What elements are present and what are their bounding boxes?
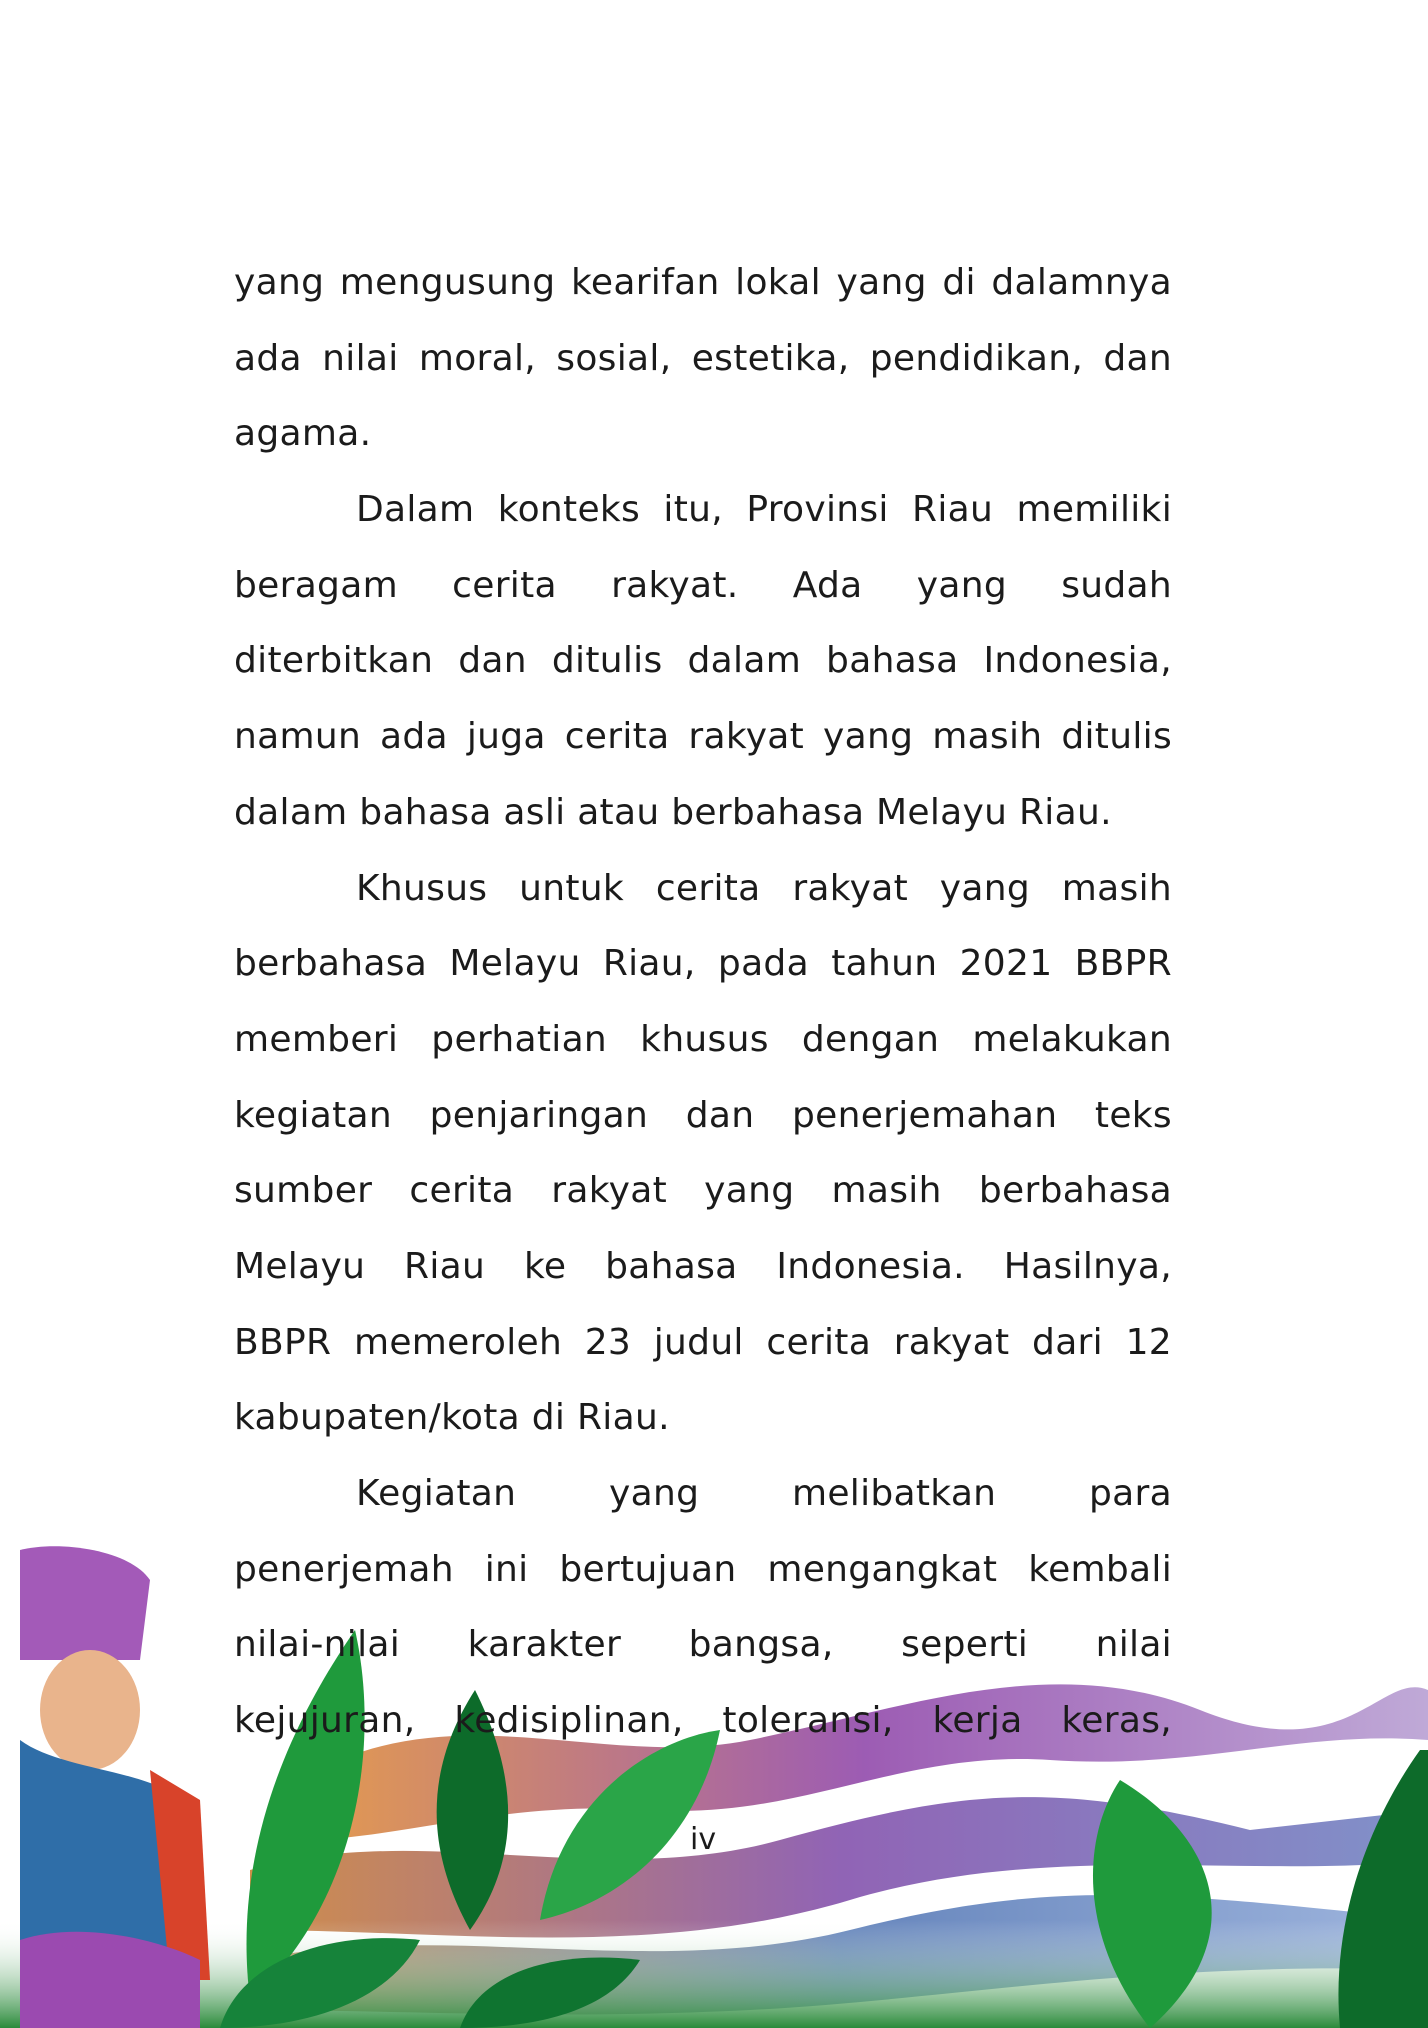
text-line: kegiatan penjaringan dan penerjemahan teks — [234, 1094, 1172, 1136]
text-line: namun ada juga cerita rakyat yang masih ditulis — [234, 716, 1172, 758]
text-line: berbahasa Melayu Riau, pada tahun 2021 BBPR — [234, 943, 1172, 985]
body-text — [234, 250, 1172, 1764]
text-line: beragam cerita rakyat. Ada yang sudah — [234, 564, 1172, 606]
text-line: agama. — [234, 413, 372, 455]
text-line: nilai-nilai karakter bangsa, seperti nilai — [234, 1624, 1172, 1666]
text-line: BBPR memeroleh 23 judul cerita rakyat dari 12 — [234, 1321, 1172, 1363]
text-line: ada nilai moral, sosial, estetika, pendidikan, dan — [234, 337, 1172, 379]
page-number: iv — [690, 1822, 717, 1857]
text-line: Khusus untuk cerita rakyat yang masih — [356, 867, 1172, 909]
text-line: kejujuran, kedisiplinan, toleransi, kerja keras, — [234, 1700, 1172, 1742]
text-line: diterbitkan dan ditulis dalam bahasa Indonesia, — [234, 640, 1172, 682]
text-line: yang mengusung kearifan lokal yang di dalamnya — [234, 262, 1172, 303]
character-figure — [20, 1546, 210, 2028]
text-line: Dalam konteks itu, Provinsi Riau memiliki — [356, 489, 1172, 531]
text-line: sumber cerita rakyat yang masih berbahasa — [234, 1170, 1172, 1212]
text-line: kabupaten/kota di Riau. — [234, 1397, 670, 1439]
text-line: Kegiatan yang melibatkan para — [356, 1473, 1172, 1514]
text-line: penerjemah ini bertujuan mengangkat kembali — [234, 1548, 1172, 1590]
text-line: Melayu Riau ke bahasa Indonesia. Hasilnya, — [234, 1245, 1172, 1287]
text-line: dalam bahasa asli atau berbahasa Melayu Riau. — [234, 791, 1112, 833]
text-line: memberi perhatian khusus dengan melakukan — [234, 1018, 1172, 1060]
